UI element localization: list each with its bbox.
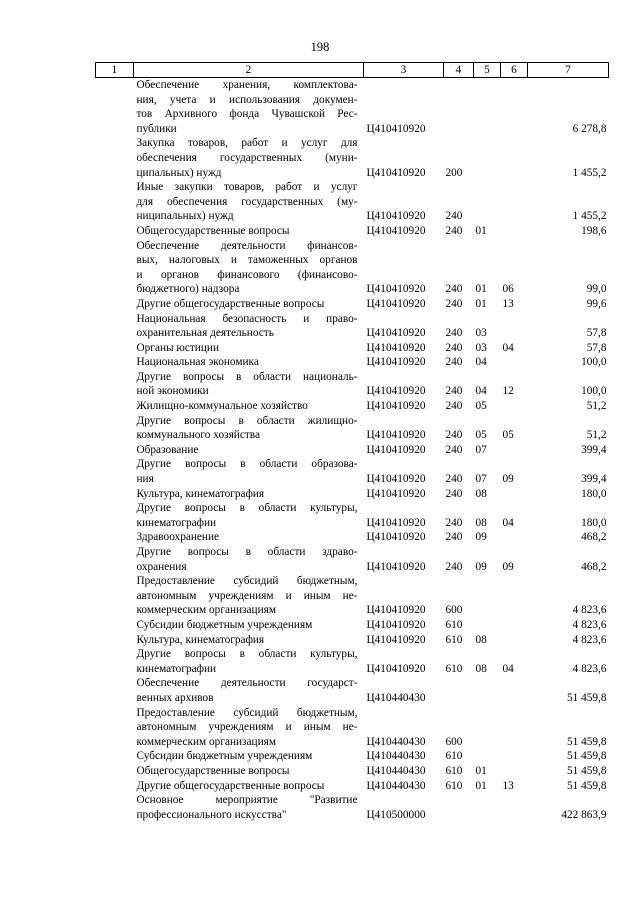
row-number-cell	[96, 676, 134, 705]
table-row	[96, 78, 609, 137]
item-name-line: Культура, кинематография	[136, 487, 265, 500]
table-row	[96, 574, 609, 618]
item-name-line: Обеспечение деятельности государст-	[136, 677, 358, 690]
section-cell: 01	[475, 764, 487, 777]
item-name-line: Национальная экономика	[136, 356, 259, 369]
amount-cell: 399,4	[581, 443, 607, 456]
section-cell	[474, 793, 501, 822]
amount-cell: 57,8	[586, 327, 607, 340]
item-name-line: и органов финансового (финансово-	[136, 268, 358, 281]
row-number-cell	[96, 297, 134, 312]
section-cell: 08	[475, 516, 487, 529]
item-name-line: Другие вопросы в области националь-	[136, 370, 358, 383]
table-row	[96, 341, 609, 356]
amount-cell: 1 455,2	[572, 166, 607, 179]
item-name-line: Жилищно-коммунальное хозяйство	[136, 400, 308, 413]
item-name-cell	[134, 341, 364, 356]
subsection-cell	[501, 224, 528, 239]
amount-cell: 100,0	[581, 385, 607, 398]
row-number-cell	[96, 443, 134, 458]
row-number-cell	[96, 341, 134, 356]
header-cell-5: 5	[474, 63, 501, 78]
section-cell: 04	[475, 385, 487, 398]
section-cell	[474, 749, 501, 764]
row-number-cell	[96, 574, 134, 618]
item-name-line: Национальная безопасность и право-	[136, 312, 358, 325]
target-article-code-cell: Ц410410920	[366, 604, 426, 617]
row-number-cell	[96, 136, 134, 180]
table-row	[96, 457, 609, 486]
amount-cell: 1 455,2	[572, 210, 607, 223]
expense-type-cell: 240	[445, 224, 463, 237]
subsection-cell: 04	[502, 341, 514, 354]
amount-cell: 4 823,6	[572, 633, 607, 646]
item-name-line: профессионального искусства"	[136, 808, 287, 821]
item-name-line: коммерческим организациям	[136, 604, 276, 617]
subsection-cell: 09	[502, 473, 514, 486]
item-name-line: тов Архивного фонда Чувашской Рес-	[136, 108, 358, 121]
table-row	[96, 312, 609, 341]
item-name-line: автономным учреждениям и иным не-	[136, 589, 358, 602]
section-cell: 07	[475, 473, 487, 486]
header-cell-3: 3	[364, 63, 444, 78]
header-cell-7: 7	[528, 63, 609, 78]
table-row	[96, 487, 609, 502]
subsection-cell	[501, 312, 528, 341]
item-name-line: Общегосударственные вопросы	[136, 764, 290, 777]
item-name-line: Органы юстиции	[136, 341, 219, 354]
target-article-code-cell: Ц410410920	[366, 297, 426, 310]
table-row	[96, 297, 609, 312]
amount-cell: 180,0	[581, 487, 607, 500]
table-row	[96, 443, 609, 458]
target-article-code-cell: Ц410410920	[366, 429, 426, 442]
header-cell-4: 4	[444, 63, 474, 78]
subsection-cell	[501, 618, 528, 633]
table-row	[96, 545, 609, 574]
header-cell-6: 6	[501, 63, 528, 78]
item-name-line: Обеспечение деятельности финансов-	[136, 239, 358, 252]
table-row	[96, 355, 609, 370]
item-name-line: Другие общегосударственные вопросы	[136, 779, 325, 792]
item-name-cell	[134, 487, 364, 502]
item-name-line: Субсидии бюджетным учреждениям	[136, 618, 313, 631]
amount-cell: 180,0	[581, 516, 607, 529]
section-cell	[474, 574, 501, 618]
amount-cell: 422 863,9	[561, 808, 607, 821]
item-name-line: ной экономики	[136, 385, 209, 398]
section-cell	[474, 180, 501, 224]
target-article-code-cell: Ц410410920	[366, 327, 426, 340]
item-name-cell	[134, 457, 364, 486]
section-cell	[474, 618, 501, 633]
expense-type-cell: 200	[445, 166, 463, 179]
amount-cell: 4 823,6	[572, 618, 607, 631]
item-name-line: Предоставление субсидий бюджетным,	[136, 575, 358, 588]
item-name-cell	[134, 399, 364, 414]
amount-cell: 51 459,8	[566, 764, 607, 777]
amount-cell: 6 278,8	[572, 122, 607, 135]
subsection-cell	[501, 180, 528, 224]
item-name-line: Закупка товаров, работ и услуг для	[136, 137, 358, 150]
target-article-code-cell: Ц410410920	[366, 122, 426, 135]
row-number-cell	[96, 764, 134, 779]
expense-type-cell: 610	[445, 633, 463, 646]
item-name-line: Основное мероприятие "Развитие	[136, 794, 358, 807]
target-article-code-cell: Ц410440430	[366, 779, 426, 792]
target-article-code-cell: Ц410410920	[366, 385, 426, 398]
amount-cell: 57,8	[586, 341, 607, 354]
row-number-cell	[96, 487, 134, 502]
target-article-code-cell: Ц410410920	[366, 662, 426, 675]
table-row	[96, 180, 609, 224]
target-article-code-cell: Ц410410920	[366, 618, 426, 631]
expense-type-cell: 240	[445, 443, 463, 456]
target-article-code-cell: Ц410500000	[366, 808, 426, 821]
subsection-cell: 09	[502, 560, 514, 573]
subsection-cell	[501, 793, 528, 822]
item-name-line: охранения	[136, 560, 187, 573]
amount-cell: 468,2	[581, 531, 607, 544]
row-number-cell	[96, 370, 134, 399]
table-row	[96, 647, 609, 676]
row-number-cell	[96, 618, 134, 633]
item-name-line: Другие вопросы в области культуры,	[136, 648, 358, 661]
table-row	[96, 793, 609, 822]
expense-type-cell: 610	[445, 662, 463, 675]
expense-type-cell: 240	[445, 560, 463, 573]
row-number-cell	[96, 779, 134, 794]
subsection-cell	[501, 676, 528, 705]
expense-type-cell: 240	[445, 283, 463, 296]
item-name-cell	[134, 78, 364, 137]
item-name-line: Иные закупки товаров, работ и услуг	[136, 181, 358, 194]
item-name-line: Субсидии бюджетным учреждениям	[136, 750, 313, 763]
item-name-cell	[134, 312, 364, 341]
amount-cell: 51,2	[586, 400, 607, 413]
target-article-code-cell: Ц410410920	[366, 283, 426, 296]
item-name-line: для обеспечения государственных (му-	[136, 195, 358, 208]
row-number-cell	[96, 501, 134, 530]
row-number-cell	[96, 399, 134, 414]
item-name-cell	[134, 501, 364, 530]
subsection-cell: 06	[502, 283, 514, 296]
section-cell: 01	[475, 224, 487, 237]
table-row	[96, 239, 609, 297]
row-number-cell	[96, 457, 134, 486]
amount-cell: 100,0	[581, 356, 607, 369]
section-cell: 01	[475, 779, 487, 792]
amount-cell: 51 459,8	[566, 779, 607, 792]
expense-type-cell: 240	[445, 429, 463, 442]
expense-type-cell: 240	[445, 473, 463, 486]
section-cell: 03	[475, 327, 487, 340]
item-name-cell	[134, 180, 364, 224]
section-cell	[474, 78, 501, 137]
item-name-cell	[134, 239, 364, 297]
subsection-cell: 05	[502, 429, 514, 442]
section-cell	[474, 136, 501, 180]
expense-type-cell	[444, 676, 474, 705]
expense-type-cell: 610	[445, 764, 463, 777]
item-name-line: Другие вопросы в области здраво-	[136, 546, 358, 558]
table-row	[96, 633, 609, 648]
item-name-cell	[134, 224, 364, 239]
item-name-cell	[134, 647, 364, 676]
subsection-cell: 04	[502, 516, 514, 529]
table-row	[96, 618, 609, 633]
section-cell: 01	[475, 283, 487, 296]
subsection-cell	[501, 633, 528, 648]
table-row	[96, 764, 609, 779]
target-article-code-cell: Ц410410920	[366, 400, 426, 413]
expense-type-cell	[444, 78, 474, 137]
item-name-line: ниципальных) нужд	[136, 210, 234, 223]
table-row	[96, 676, 609, 705]
section-cell: 08	[475, 487, 487, 500]
expense-type-cell: 240	[445, 341, 463, 354]
row-number-cell	[96, 414, 134, 443]
target-article-code-cell: Ц410440430	[366, 735, 426, 748]
subsection-cell	[501, 78, 528, 137]
item-name-line: коммунального хозяйства	[136, 429, 260, 442]
table-row	[96, 749, 609, 764]
section-cell: 09	[475, 560, 487, 573]
subsection-cell: 12	[502, 385, 514, 398]
item-name-line: Общегосударственные вопросы	[136, 224, 290, 237]
expense-type-cell: 240	[445, 531, 463, 544]
table-row	[96, 414, 609, 443]
item-name-line: кинематографии	[136, 516, 217, 529]
subsection-cell	[501, 764, 528, 779]
section-cell: 08	[475, 633, 487, 646]
section-cell	[474, 706, 501, 750]
target-article-code-cell: Ц410410920	[366, 356, 426, 369]
target-article-code-cell: Ц410410920	[366, 633, 426, 646]
item-name-line: Культура, кинематография	[136, 633, 265, 646]
table-row	[96, 370, 609, 399]
section-cell: 03	[475, 341, 487, 354]
expense-type-cell: 240	[445, 385, 463, 398]
table-row	[96, 530, 609, 545]
expense-type-cell: 240	[445, 487, 463, 500]
budget-table	[95, 62, 609, 822]
item-name-line: автономным учреждениям и иным не-	[136, 721, 358, 734]
item-name-cell	[134, 443, 364, 458]
item-name-line: венных архивов	[136, 691, 214, 704]
target-article-code-cell: Ц410410920	[366, 487, 426, 500]
section-cell: 07	[475, 443, 487, 456]
item-name-line: обеспечения государственных (муни-	[136, 151, 358, 164]
target-article-code-cell: Ц410410920	[366, 473, 426, 486]
item-name-cell	[134, 370, 364, 399]
section-cell: 05	[475, 400, 487, 413]
item-name-cell	[134, 355, 364, 370]
item-name-line: ния, учета и использования докумен-	[136, 93, 358, 106]
header-row	[96, 63, 609, 78]
amount-cell: 51 459,8	[566, 691, 607, 704]
item-name-cell	[134, 633, 364, 648]
table-header	[96, 63, 609, 78]
section-cell: 01	[475, 297, 487, 310]
target-article-code-cell: Ц410410920	[366, 516, 426, 529]
section-cell: 04	[475, 356, 487, 369]
item-name-cell	[134, 574, 364, 618]
target-article-code-cell: Ц410440430	[366, 691, 426, 704]
item-name-line: Предоставление субсидий бюджетным,	[136, 706, 358, 719]
item-name-cell	[134, 793, 364, 822]
target-article-code-cell: Ц410410920	[366, 443, 426, 456]
row-number-cell	[96, 793, 134, 822]
item-name-cell	[134, 297, 364, 312]
expense-type-cell	[444, 793, 474, 822]
subsection-cell	[501, 530, 528, 545]
row-number-cell	[96, 239, 134, 297]
item-name-line: Другие вопросы в области образова-	[136, 458, 358, 471]
subsection-cell	[501, 355, 528, 370]
item-name-line: коммерческим организациям	[136, 735, 276, 748]
target-article-code-cell: Ц410410920	[366, 341, 426, 354]
amount-cell: 51 459,8	[566, 735, 607, 748]
item-name-cell	[134, 530, 364, 545]
expense-type-cell: 240	[445, 327, 463, 340]
expense-type-cell: 240	[445, 356, 463, 369]
item-name-cell	[134, 749, 364, 764]
row-number-cell	[96, 312, 134, 341]
expense-type-cell: 240	[445, 297, 463, 310]
target-article-code-cell: Ц410440430	[366, 764, 426, 777]
item-name-line: ципальных) нужд	[136, 166, 222, 179]
target-article-code-cell: Ц410410920	[366, 210, 426, 223]
section-cell: 09	[475, 531, 487, 544]
section-cell	[474, 676, 501, 705]
amount-cell: 99,0	[586, 283, 607, 296]
subsection-cell	[501, 749, 528, 764]
target-article-code-cell: Ц410410920	[366, 531, 426, 544]
item-name-line: вых, налоговых и таможенных органов	[136, 254, 358, 267]
table-row	[96, 399, 609, 414]
target-article-code-cell: Ц410440430	[366, 750, 426, 763]
expense-type-cell: 610	[445, 750, 463, 763]
subsection-cell	[501, 706, 528, 750]
amount-cell: 51,2	[586, 429, 607, 442]
item-name-line: охранительная деятельность	[136, 327, 274, 340]
item-name-cell	[134, 676, 364, 705]
item-name-cell	[134, 618, 364, 633]
item-name-line: кинематографии	[136, 662, 217, 675]
row-number-cell	[96, 633, 134, 648]
subsection-cell: 04	[502, 662, 514, 675]
item-name-cell	[134, 545, 364, 574]
item-name-cell	[134, 706, 364, 750]
amount-cell: 198,6	[581, 224, 607, 237]
row-number-cell	[96, 224, 134, 239]
item-name-line: бюджетного) надзора	[136, 283, 240, 296]
table-row	[96, 224, 609, 239]
table-row	[96, 136, 609, 180]
subsection-cell: 13	[502, 297, 514, 310]
item-name-line: ния	[136, 473, 154, 486]
expense-type-cell: 610	[445, 618, 463, 631]
target-article-code-cell: Ц410410920	[366, 166, 426, 179]
section-cell: 08	[475, 662, 487, 675]
item-name-line: публики	[136, 122, 177, 135]
amount-cell: 468,2	[581, 560, 607, 573]
item-name-line: Обеспечение хранения, комплектова-	[136, 79, 358, 91]
expense-type-cell: 600	[445, 604, 463, 617]
header-cell-2: 2	[134, 63, 364, 78]
table-row	[96, 501, 609, 530]
amount-cell: 4 823,6	[572, 604, 607, 617]
row-number-cell	[96, 78, 134, 137]
page-number: 198	[310, 40, 330, 54]
subsection-cell	[501, 399, 528, 414]
item-name-line: Образование	[136, 443, 199, 456]
amount-cell: 99,6	[586, 297, 607, 310]
item-name-cell	[134, 414, 364, 443]
table-row	[96, 779, 609, 794]
subsection-cell	[501, 443, 528, 458]
item-name-line: Другие вопросы в области жилищно-	[136, 414, 358, 427]
item-name-line: Здравоохранение	[136, 531, 220, 544]
row-number-cell	[96, 647, 134, 676]
subsection-cell	[501, 487, 528, 502]
item-name-cell	[134, 764, 364, 779]
amount-cell: 51 459,8	[566, 750, 607, 763]
section-cell: 05	[475, 429, 487, 442]
item-name-cell	[134, 779, 364, 794]
amount-cell: 399,4	[581, 473, 607, 486]
row-number-cell	[96, 545, 134, 574]
row-number-cell	[96, 355, 134, 370]
expense-type-cell: 600	[445, 735, 463, 748]
row-number-cell	[96, 706, 134, 750]
expense-type-cell: 240	[445, 400, 463, 413]
subsection-cell: 13	[502, 779, 514, 792]
expense-type-cell: 610	[445, 779, 463, 792]
subsection-cell	[501, 136, 528, 180]
table-row	[96, 706, 609, 750]
item-name-line: Другие общегосударственные вопросы	[136, 297, 325, 310]
expense-type-cell: 240	[445, 516, 463, 529]
item-name-cell	[134, 136, 364, 180]
table-body	[96, 78, 609, 823]
expense-type-cell: 240	[445, 210, 463, 223]
row-number-cell	[96, 530, 134, 545]
target-article-code-cell: Ц410410920	[366, 224, 426, 237]
header-cell-1: 1	[96, 63, 134, 78]
row-number-cell	[96, 749, 134, 764]
row-number-cell	[96, 180, 134, 224]
target-article-code-cell: Ц410410920	[366, 560, 426, 573]
item-name-line: Другие вопросы в области культуры,	[136, 502, 358, 515]
amount-cell: 4 823,6	[572, 662, 607, 675]
subsection-cell	[501, 574, 528, 618]
